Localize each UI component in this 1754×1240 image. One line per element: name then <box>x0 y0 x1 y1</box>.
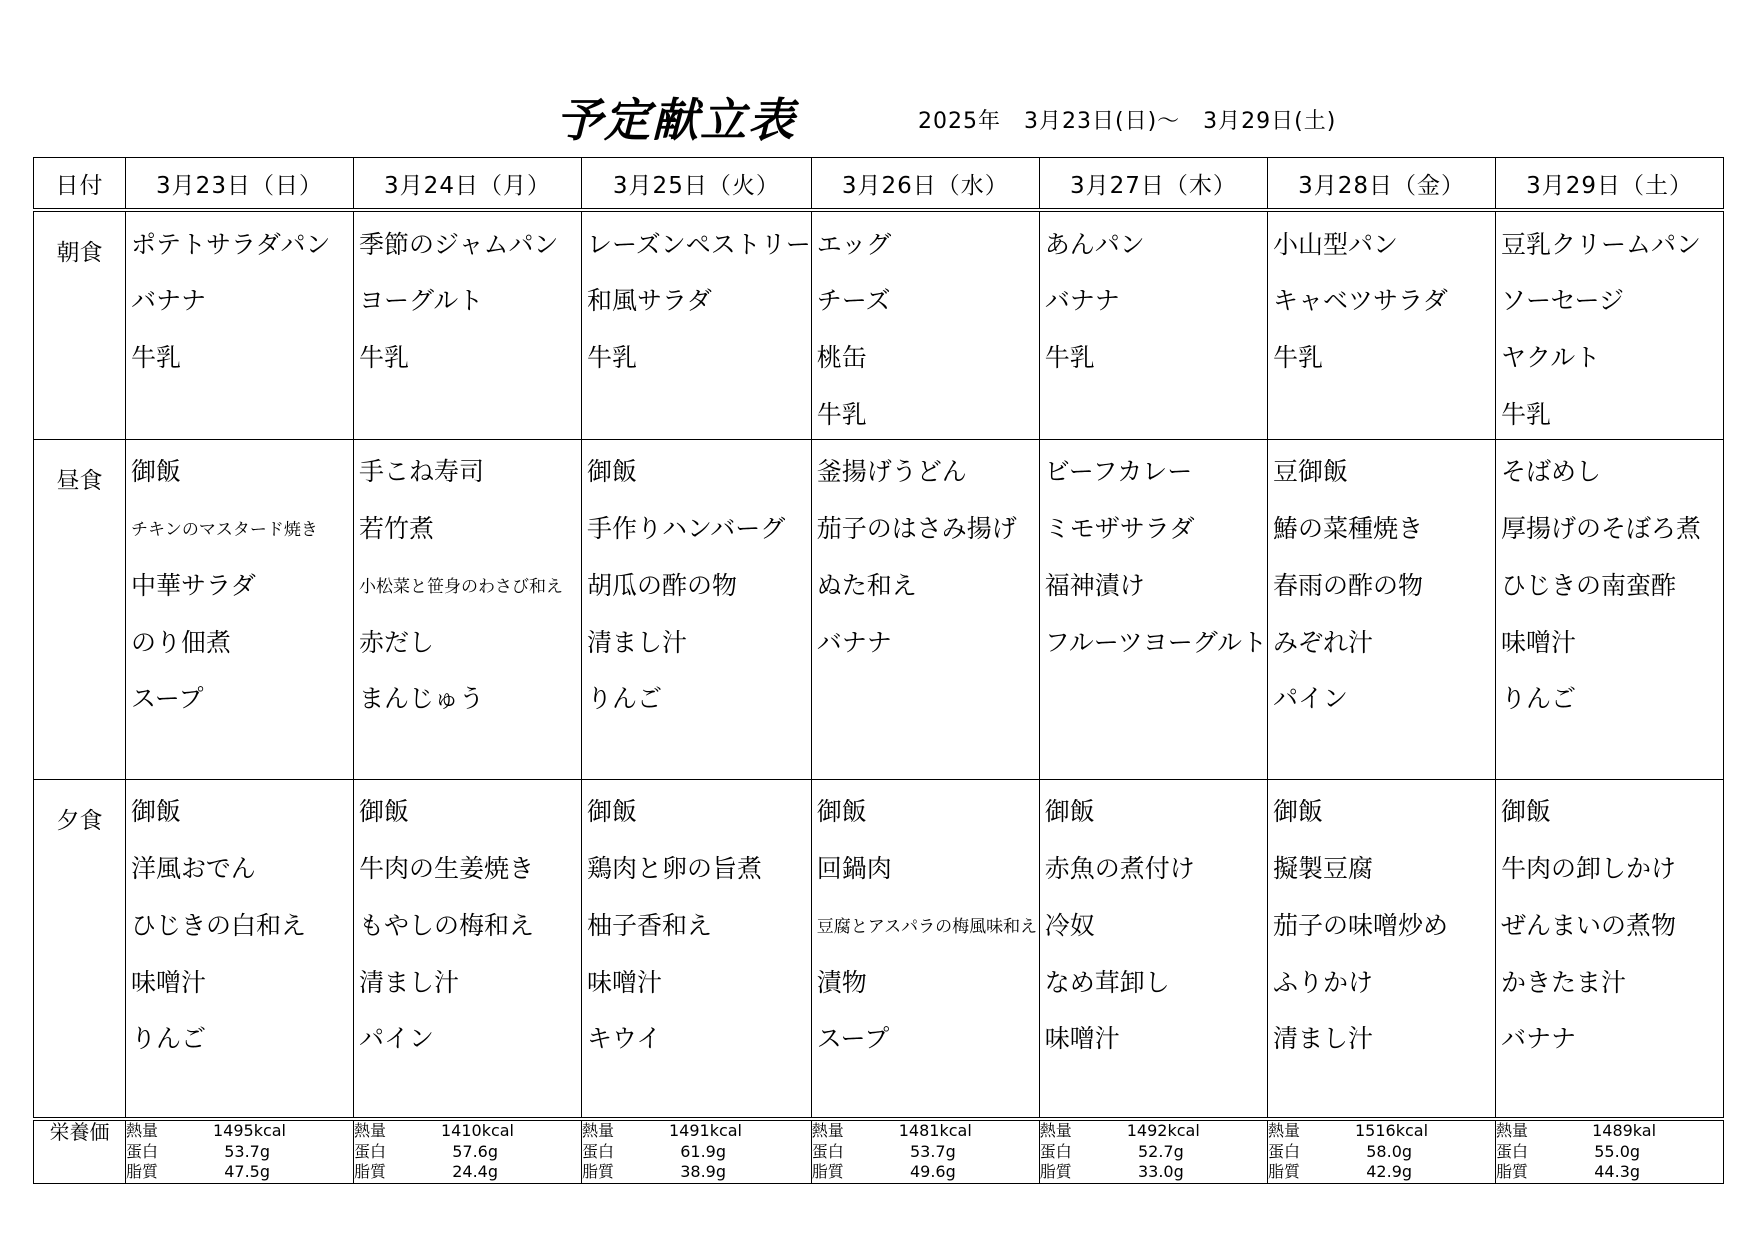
menu-item: 小松菜と笹身のわさび和え <box>359 576 563 597</box>
menu-item: 豆御飯 <box>1273 457 1349 487</box>
menu-item: ミモザサラダ <box>1044 514 1195 544</box>
nutrition-cell <box>582 1119 812 1183</box>
menu-item: 和風サラダ <box>587 286 712 316</box>
menu-cell-dinner <box>354 779 582 1119</box>
menu-item: 御飯 <box>131 797 182 827</box>
menu-item: 牛乳 <box>816 399 867 429</box>
nutrient-name: 脂質 <box>582 1162 615 1182</box>
menu-cell-breakfast <box>1268 210 1496 439</box>
menu-item: キャベツサラダ <box>1273 286 1448 316</box>
nutrient-value-energy: 1491kcal <box>668 1121 742 1141</box>
nutrient-name: 蛋白 <box>126 1141 159 1161</box>
date-header: 3月25日（火） <box>582 158 812 211</box>
menu-cell-lunch <box>1496 439 1724 779</box>
nutrition-cell <box>354 1119 582 1183</box>
menu-item: バナナ <box>816 627 892 657</box>
menu-cell-lunch <box>1039 439 1267 779</box>
nutrient-name: 脂質 <box>126 1162 159 1182</box>
nutrient-name: 脂質 <box>811 1162 844 1182</box>
menu-cell-dinner <box>1496 779 1724 1119</box>
menu-item: まんじゅう <box>359 684 485 714</box>
nutrition-cell <box>1039 1119 1267 1183</box>
menu-item: 鰆の菜種焼き <box>1273 514 1424 544</box>
menu-item: 赤だし <box>359 627 435 657</box>
menu-item: ふりかけ <box>1273 967 1374 997</box>
menu-item: 味噌汁 <box>131 967 207 997</box>
menu-item: 牛肉の卸しかけ <box>1501 854 1677 884</box>
menu-item: 洋風おでん <box>131 854 256 884</box>
menu-item: なめ茸卸し <box>1044 967 1170 997</box>
menu-item: ヤクルト <box>1501 343 1601 373</box>
dinner-row <box>34 779 1724 1119</box>
menu-item: 御飯 <box>1044 797 1095 827</box>
nutrient-value-fat: 33.0g <box>1137 1162 1184 1182</box>
nutrient-value-protein: 57.6g <box>452 1141 498 1161</box>
menu-item: 牛乳 <box>1044 343 1095 373</box>
menu-item: そばめし <box>1501 457 1602 487</box>
menu-item: 中華サラダ <box>131 570 256 600</box>
menu-cell-breakfast <box>1496 210 1724 439</box>
nutrient-name: 脂質 <box>1039 1162 1072 1182</box>
menu-item: フルーツヨーグルト <box>1044 627 1268 657</box>
menu-item: ヨーグルト <box>359 286 484 316</box>
menu-item: 清まし汁 <box>1273 1024 1374 1054</box>
menu-item: 豆腐とアスパラの梅風味和え <box>816 916 1038 937</box>
nutrient-value-fat: 44.3g <box>1594 1162 1641 1182</box>
nutrient-value-protein: 53.7g <box>909 1141 956 1161</box>
lunch-row <box>34 439 1724 779</box>
menu-item: 胡瓜の酢の物 <box>587 570 738 600</box>
nutrient-name: 熱量 <box>811 1121 844 1141</box>
menu-cell-breakfast <box>811 210 1039 439</box>
menu-item: 手作りハンバーグ <box>587 514 786 544</box>
menu-item: チーズ <box>816 286 891 316</box>
nutrient-value-energy: 1495kcal <box>212 1121 286 1141</box>
nutrient-value-fat: 38.9g <box>680 1162 726 1182</box>
menu-item: 厚揚げのそぼろ煮 <box>1501 514 1702 544</box>
meal-label-dinner: 夕食 <box>34 779 126 1119</box>
menu-item: スープ <box>816 1024 890 1054</box>
nutrient-name: 脂質 <box>1268 1162 1301 1182</box>
menu-item: 豆乳クリームパン <box>1501 229 1702 259</box>
nutrient-value-fat: 47.5g <box>224 1162 270 1182</box>
menu-item: ビーフカレー <box>1044 457 1193 487</box>
nutrition-cell <box>126 1119 354 1183</box>
menu-item: パイン <box>1273 684 1349 714</box>
menu-cell-breakfast <box>582 210 812 439</box>
date-header: 3月28日（金） <box>1268 158 1496 211</box>
menu-period: 2025年 3月23日(日)～ 3月29日(土) <box>918 109 1337 134</box>
menu-cell-lunch <box>811 439 1039 779</box>
menu-item: ぜんまいの煮物 <box>1501 910 1677 940</box>
date-column-label: 日付 <box>34 158 126 211</box>
date-header-row <box>34 158 1724 211</box>
menu-item: バナナ <box>1501 1024 1577 1054</box>
menu-cell-lunch <box>354 439 582 779</box>
menu-cell-lunch <box>582 439 812 779</box>
date-header: 3月29日（土） <box>1496 158 1724 211</box>
menu-item: 漬物 <box>816 967 867 997</box>
menu-item: 福神漬け <box>1044 570 1145 600</box>
nutrition-label: 栄養価 <box>34 1119 126 1183</box>
menu-item: ぬた和え <box>816 570 917 600</box>
menu-cell-lunch <box>1268 439 1496 779</box>
menu-item: ひじきの白和え <box>131 910 307 940</box>
menu-cell-dinner <box>1268 779 1496 1119</box>
menu-item: 茄子の味噌炒め <box>1273 910 1449 940</box>
menu-cell-dinner <box>1039 779 1267 1119</box>
menu-item: 清まし汁 <box>587 627 688 657</box>
menu-item: 牛乳 <box>131 343 182 373</box>
menu-cell-dinner <box>582 779 812 1119</box>
nutrient-name: 脂質 <box>1496 1162 1529 1182</box>
nutrient-value-fat: 49.6g <box>909 1162 956 1182</box>
nutrient-name: 蛋白 <box>582 1141 615 1161</box>
menu-item: 赤魚の煮付け <box>1044 854 1195 884</box>
menu-item: 御飯 <box>816 797 867 827</box>
menu-item: 御飯 <box>359 797 410 827</box>
menu-item: 手こね寿司 <box>359 457 485 487</box>
nutrient-name: 熱量 <box>354 1121 387 1141</box>
menu-item: もやしの梅和え <box>359 910 535 940</box>
nutrient-value-fat: 24.4g <box>452 1162 498 1182</box>
menu-table <box>33 157 1724 1184</box>
menu-item: 御飯 <box>587 797 638 827</box>
nutrient-name: 熱量 <box>126 1121 159 1141</box>
menu-item: りんご <box>1501 684 1577 714</box>
nutrient-name: 熱量 <box>1496 1121 1529 1141</box>
menu-item: 清まし汁 <box>359 967 460 997</box>
menu-item: 茄子のはさみ揚げ <box>816 514 1017 544</box>
menu-item: 擬製豆腐 <box>1273 854 1374 884</box>
menu-item: ひじきの南蛮酢 <box>1501 570 1677 600</box>
menu-item: 釜揚げうどん <box>816 457 967 487</box>
menu-item: 回鍋肉 <box>816 854 892 884</box>
menu-cell-breakfast <box>354 210 582 439</box>
menu-cell-breakfast <box>126 210 354 439</box>
menu-item: のり佃煮 <box>131 627 232 657</box>
nutrient-value-protein: 55.0g <box>1594 1141 1641 1161</box>
menu-item: レーズンペストリー <box>587 229 811 259</box>
menu-item: 牛乳 <box>359 343 410 373</box>
menu-item: りんご <box>587 684 663 714</box>
menu-item: 味噌汁 <box>1501 627 1577 657</box>
nutrient-name: 蛋白 <box>1496 1141 1529 1161</box>
nutrient-value-protein: 58.0g <box>1366 1141 1413 1161</box>
page-title: 予定献立表 <box>556 93 796 147</box>
nutrient-value-energy: 1516kcal <box>1355 1121 1429 1141</box>
menu-item: 春雨の酢の物 <box>1273 570 1424 600</box>
nutrient-name: 蛋白 <box>811 1141 844 1161</box>
nutrient-name: 蛋白 <box>1268 1141 1301 1161</box>
menu-item: 御飯 <box>587 457 638 487</box>
menu-item: 牛乳 <box>1273 343 1324 373</box>
menu-cell-breakfast <box>1039 210 1267 439</box>
menu-item: 鶏肉と卵の旨煮 <box>587 854 763 884</box>
menu-item: ポテトサラダパン <box>131 229 331 259</box>
menu-item: 小山型パン <box>1273 229 1399 259</box>
menu-item: 御飯 <box>1273 797 1324 827</box>
menu-item: 御飯 <box>1501 797 1552 827</box>
date-header: 3月24日（月） <box>354 158 582 211</box>
menu-item: パイン <box>359 1024 435 1054</box>
nutrient-value-fat: 42.9g <box>1366 1162 1413 1182</box>
menu-item: 季節のジャムパン <box>359 229 559 259</box>
menu-item: 味噌汁 <box>1044 1024 1120 1054</box>
menu-item: あんパン <box>1044 229 1145 259</box>
menu-item: りんご <box>131 1024 207 1054</box>
meal-label-breakfast: 朝食 <box>34 210 126 439</box>
menu-item: エッグ <box>816 229 892 259</box>
nutrient-value-protein: 61.9g <box>680 1141 726 1161</box>
menu-item: 牛乳 <box>1501 399 1552 429</box>
menu-item: スープ <box>131 684 204 714</box>
nutrient-value-energy: 1481kcal <box>898 1121 972 1141</box>
nutrient-value-energy: 1410kcal <box>440 1121 514 1141</box>
menu-item: 桃缶 <box>816 343 867 373</box>
menu-item: 冷奴 <box>1044 910 1095 940</box>
menu-item: キウイ <box>587 1024 662 1054</box>
menu-item: 味噌汁 <box>587 967 663 997</box>
menu-item: かきたま汁 <box>1501 967 1627 997</box>
menu-item: チキンのマスタード焼き <box>131 520 318 541</box>
nutrient-value-protein: 52.7g <box>1137 1141 1184 1161</box>
date-header: 3月23日（日） <box>126 158 354 211</box>
nutrient-name: 熱量 <box>582 1121 615 1141</box>
nutrition-row <box>34 1119 1724 1183</box>
menu-cell-lunch <box>126 439 354 779</box>
nutrition-cell <box>1268 1119 1496 1183</box>
menu-item: バナナ <box>131 286 207 316</box>
menu-cell-dinner <box>811 779 1039 1119</box>
breakfast-row <box>34 210 1724 439</box>
menu-item: バナナ <box>1044 286 1120 316</box>
nutrition-cell <box>1496 1119 1724 1183</box>
menu-item: 柚子香和え <box>587 910 713 940</box>
date-header: 3月26日（水） <box>811 158 1039 211</box>
menu-item: 牛肉の生姜焼き <box>359 854 535 884</box>
nutrient-value-protein: 53.7g <box>224 1141 270 1161</box>
nutrient-name: 蛋白 <box>354 1141 387 1161</box>
meal-label-lunch: 昼食 <box>34 439 126 779</box>
menu-item: ソーセージ <box>1501 286 1625 316</box>
menu-item: 若竹煮 <box>359 514 435 544</box>
nutrient-name: 蛋白 <box>1039 1141 1072 1161</box>
date-header: 3月27日（木） <box>1039 158 1267 211</box>
nutrient-name: 熱量 <box>1268 1121 1301 1141</box>
nutrition-cell <box>811 1119 1039 1183</box>
nutrient-value-energy: 1489kal <box>1592 1121 1657 1141</box>
menu-item: みぞれ汁 <box>1273 627 1374 657</box>
nutrient-name: 脂質 <box>354 1162 387 1182</box>
menu-item: 御飯 <box>131 457 182 487</box>
menu-item: 牛乳 <box>587 343 638 373</box>
menu-cell-dinner <box>126 779 354 1119</box>
nutrient-name: 熱量 <box>1039 1121 1072 1141</box>
nutrient-value-energy: 1492kcal <box>1126 1121 1200 1141</box>
